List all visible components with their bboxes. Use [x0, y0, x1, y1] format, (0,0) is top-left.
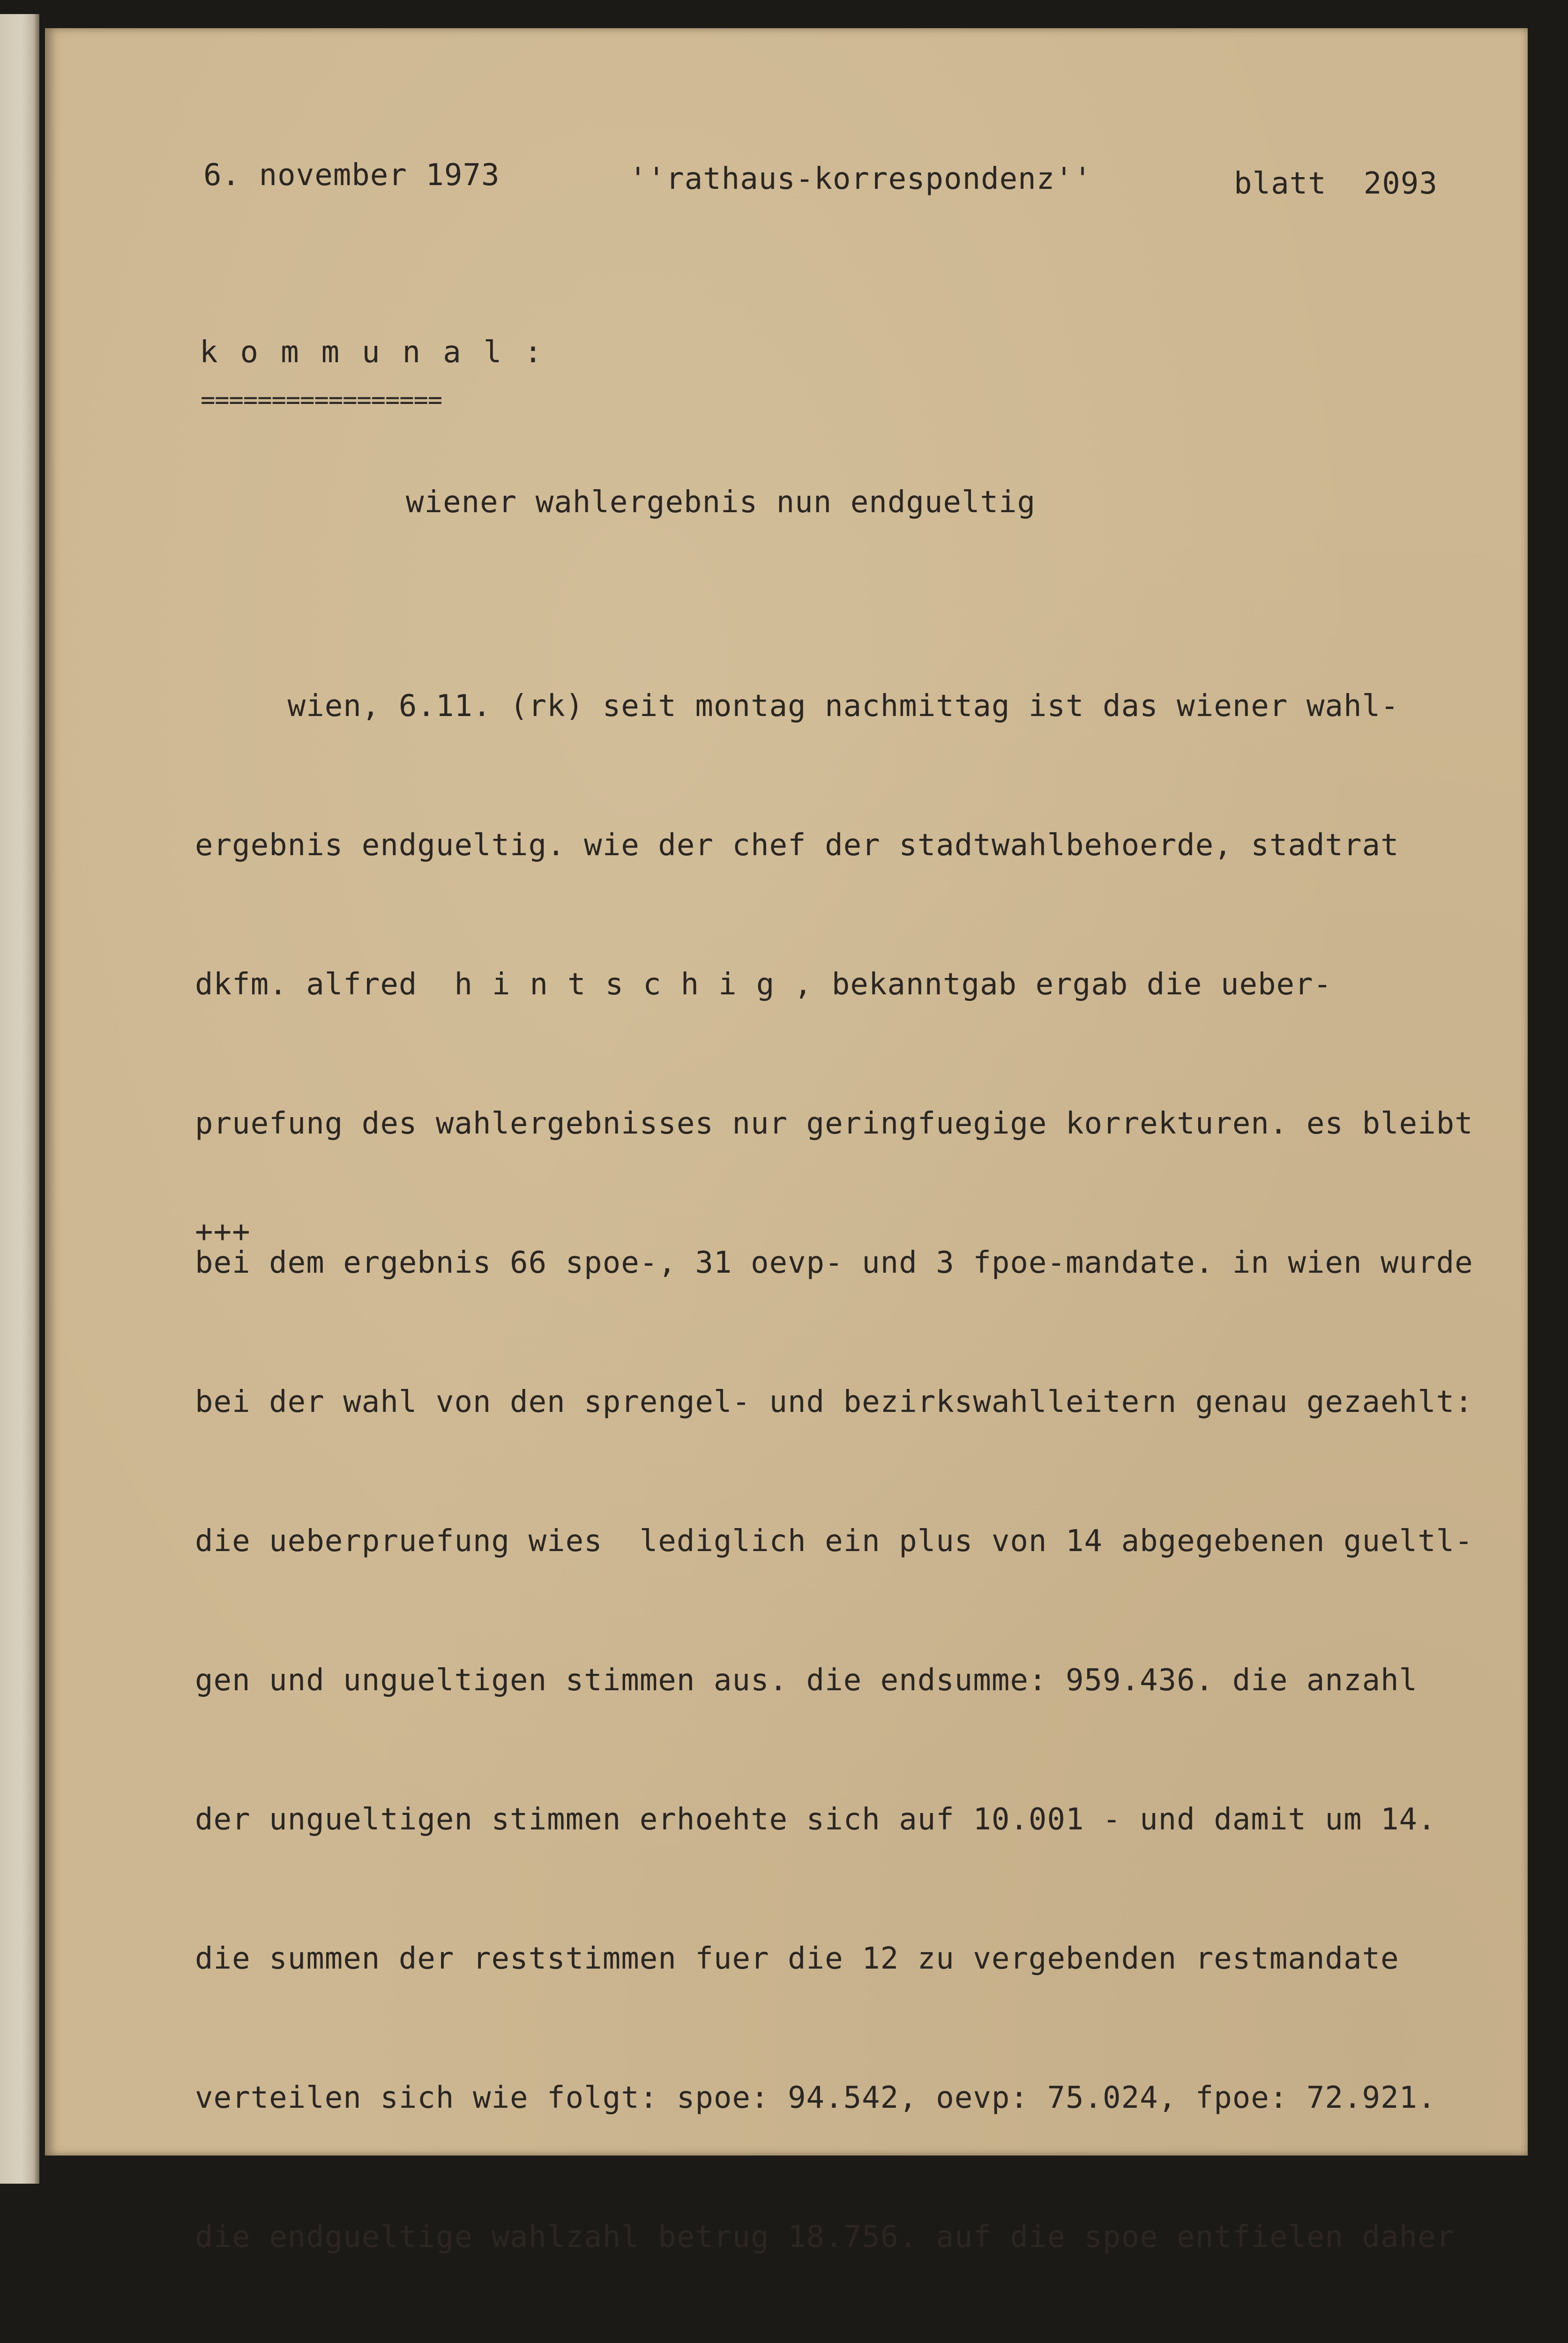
header-date: 6. november 1973 — [203, 158, 500, 193]
article-body — [195, 590, 1568, 2343]
body-line: der ungueltigen stimmen erhoehte sich auf 10.001 - und damit um 14. — [195, 1802, 1436, 1837]
body-line: verteilen sich wie folgt: spoe: 94.542, oevp: 75.024, fpoe: 72.921. — [195, 2081, 1436, 2115]
section-underline: ================= — [201, 386, 442, 414]
document-page — [45, 28, 1528, 2254]
body-line — [195, 962, 1568, 1008]
body-line: pruefung des wahlergebnisses nur geringfuegige korrekturen. es bleibt — [195, 1106, 1473, 1141]
spaced-name: hintschig, — [454, 967, 832, 1002]
article-headline: wiener wahlergebnis nun endgueltig — [406, 485, 1036, 520]
body-line: ergebnis endgueltig. wie der chef der stadtwahlbehoerde, stadtrat — [195, 828, 1399, 863]
body-line: die endgueltige wahlzahl betrug 18.756. auf die spoe entfielen daher — [195, 2220, 1455, 2254]
body-line: die ueberpruefung wies lediglich ein plus von 14 abgegebenen gueltl- — [195, 1524, 1473, 1559]
name-prefix: dkfm. alfred — [195, 967, 455, 1002]
previous-page-edge — [0, 14, 39, 2184]
end-mark: +++ — [195, 1215, 251, 1249]
body-line-continuation: bekanntgab ergab die ueber- — [831, 967, 1332, 1002]
body-line: wien, 6.11. (rk) seit montag nachmittag ist das wiener wahl- — [195, 689, 1399, 724]
page-label: blatt — [1234, 166, 1327, 201]
header-publication: ''rathaus-korrespondenz'' — [629, 162, 1092, 196]
header-page-number — [1234, 166, 1438, 201]
body-line: bei der wahl von den sprengel- und bezirkswahlleitern genau gezaehlt: — [195, 1385, 1473, 1419]
body-line: bei dem ergebnis 66 spoe-, 31 oevp- und 3 fpoe-mandate. in wien wurde — [195, 1246, 1473, 1280]
body-line: die summen der reststimmen fuer die 12 zu vergebenden restmandate — [195, 1941, 1399, 1976]
page-number: 2093 — [1363, 166, 1438, 201]
section-title-text: kommunal: — [200, 335, 565, 370]
section-title — [200, 335, 565, 370]
body-line: gen und ungueltigen stimmen aus. die endsumme: 959.436. die anzahl — [195, 1663, 1418, 1698]
